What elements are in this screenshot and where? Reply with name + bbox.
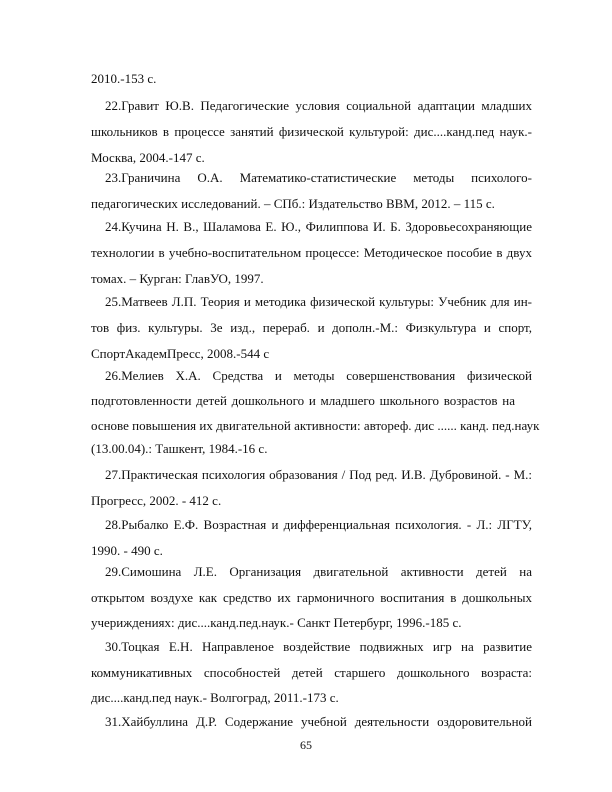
ref-24-line-3: томах. – Курган: ГлавУО, 1997. [91,271,264,286]
ref-24-line-1: 24.Кучина Н. В., Шаламова Е. Ю., Филиппова И. Б. Здоровьесохраняющие [105,219,532,234]
ref-22-line-1: 22.Гравит Ю.В. Педагогические условия социальной адаптации младших [105,98,532,113]
ref-30-line-2: коммуникативных способностей детей старшего дошкольного возраста: [91,665,532,680]
ref-23-line-1: 23.Граничина О.А. Математико-статистические методы психолого- [105,170,532,185]
ref-24-line-2: технологии в учебно-воспитательном процессе: Методическое пособие в двух [91,245,532,260]
ref-23-line-2: педагогических исследований. – СПб.: Издательство ВВМ, 2012. – 115 с. [91,196,495,211]
ref-28-line-1: 28.Рыбалко Е.Ф. Возрастная и дифференциальная психология. - Л.: ЛГТУ, [105,517,532,532]
ref-27-line-2: Прогресс, 2002. - 412 с. [91,493,222,508]
ref-31-line-1: 31.Хайбуллина Д.Р. Содержание учебной деятельности оздоровительной [105,714,532,729]
ref-28-line-2: 1990. - 490 с. [91,543,163,558]
ref-25-line-1: 25.Матвеев Л.П. Теория и методика физической культуры: Учебник для ин- [105,294,532,309]
ref-25-line-2: тов физ. культуры. 3е изд., перераб. и дополн.-М.: Физкультура и спорт, [91,320,532,335]
ref-26-line-2: подготовленности детей дошкольного и младшего школьного возрастов на [91,393,515,408]
ref-26-line-3: основе повышения их двигательной активности: автореф. дис ...... канд. пед.наук [91,418,540,433]
ref-29-line-2: открытом воздухе как средство их гармоничного воспитания в дошкольных [91,590,532,605]
ref-25-line-3: СпортАкадемПресс, 2008.-544 с [91,346,270,361]
ref-22-line-3: Москва, 2004.-147 с. [91,150,205,165]
ref-29-line-1: 29.Симошина Л.Е. Организация двигательной активности детей на [105,564,532,579]
ref-26-line-4: (13.00.04).: Ташкент, 1984.-16 с. [91,441,268,456]
ref-21-line-3: 2010.-153 с. [91,71,157,86]
ref-22-line-2: школьников в процессе занятий физической культурой: дис....канд.пед наук.- [91,124,532,139]
ref-26-line-1: 26.Мелиев Х.А. Средства и методы совершенствования физической [105,368,532,383]
ref-29-line-3: учериждениях: дис....канд.пед.наук.- Санкт Петербург, 1996.-185 с. [91,615,462,630]
ref-30-line-3: дис....канд.пед наук.- Волгоград, 2011.-173 с. [91,690,339,705]
ref-27-line-1: 27.Практическая психология образования / Под ред. И.В. Дубровиной. - М.: [105,467,532,482]
ref-30-line-1: 30.Тоцкая Е.Н. Направленое воздействие подвижных игр на развитие [105,639,532,654]
page-number: 65 [300,738,312,752]
